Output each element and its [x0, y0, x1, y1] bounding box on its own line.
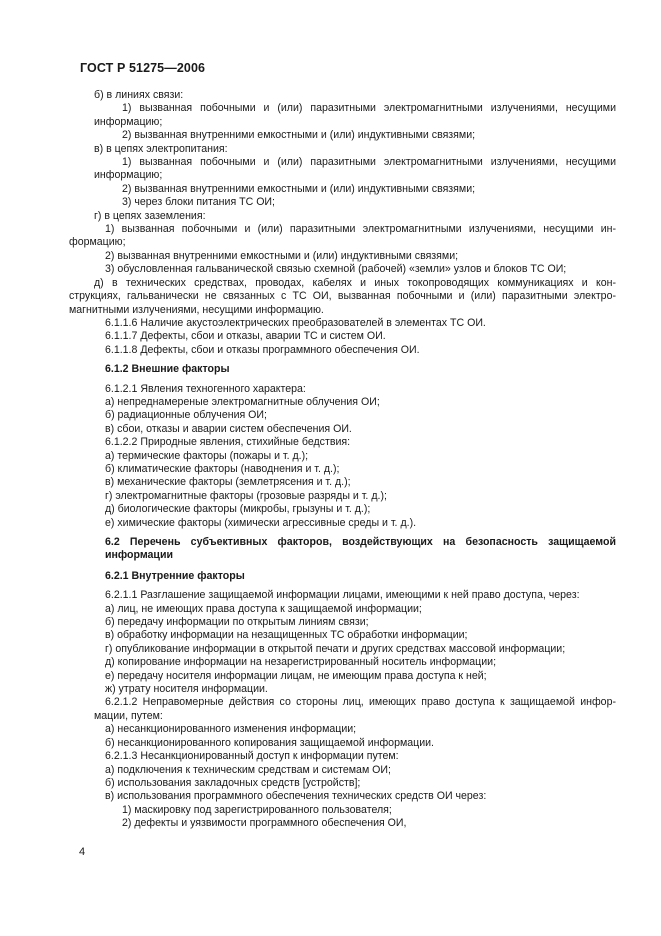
text-line: в) в цепях электропитания:	[94, 142, 228, 155]
text-line: информацию;	[94, 169, 163, 182]
text-line: в) обработку информации на незащищенных ТС обработки информации;	[105, 629, 468, 642]
text-line: формацию;	[69, 236, 126, 249]
text-line: мации, путем:	[94, 709, 163, 722]
text-line: б) передачу информации по открытым линиям связи;	[105, 616, 369, 629]
text-line: б) несанкционированного копирования защищаемой информации.	[105, 736, 434, 749]
text-line: 3) через блоки питания ТС ОИ;	[122, 196, 275, 209]
text-line: 6.1.2.2 Природные явления, стихийные бедствия:	[105, 436, 351, 449]
text-line: 2) вызванная внутренними емкостными и (или) индуктивными связями;	[122, 129, 476, 142]
text-line: 6.2.1.3 Несанкционированный доступ к информации путем:	[105, 750, 399, 763]
text-line: д) биологические факторы (микробы, грызуны и т. д.);	[105, 503, 371, 516]
text-line: е) химические факторы (химически агрессивные среды и т. д.).	[105, 516, 417, 529]
spacer	[69, 563, 616, 570]
text-line: 6.1.2.1 Явления техногенного характера:	[105, 382, 306, 395]
text-line: б) климатические факторы (наводнения и т. д.);	[105, 462, 340, 475]
text-line: а) несанкционированного изменения информации;	[105, 723, 357, 736]
text-line: 2) вызванная внутренними емкостными и (или) индуктивными связями;	[105, 249, 459, 262]
text-line: д) копирование информации на незарегистрированный носитель информации;	[105, 656, 497, 669]
text-line: в) использования программного обеспечения технических средств ОИ через:	[105, 790, 487, 803]
text-line: б) радиационные облучения ОИ;	[105, 409, 267, 422]
text-line: а) непреднамереные электромагнитные облучения ОИ;	[105, 395, 380, 408]
text-line: б) в линиях связи:	[94, 89, 184, 101]
text-line: е) передачу носителя информации лицам, не имеющим права доступа к ней;	[105, 669, 487, 682]
document-header-code: ГОСТ Р 51275—2006	[80, 61, 206, 75]
text-line: а) лиц, не имеющих права доступа к защищаемой информации;	[105, 602, 422, 615]
text-line: 6.1.1.7 Дефекты, сбои и отказы, аварии ТС и систем ОИ.	[105, 330, 386, 343]
text-line: 6.1.1.6 Наличие акустоэлектрических преобразователей в элементах ТС ОИ.	[105, 316, 486, 329]
text-line: 3) обусловленная гальванической связью схемной (рабочей) «земли» узлов и блоков ТС ОИ;	[105, 263, 567, 276]
section-heading: 6.2 Перечень субъективных факторов, воздействующих на безопасность защищаемой	[105, 536, 616, 548]
text-line: магнитными излучениями, несущими информацию.	[69, 303, 324, 316]
text-line: в) сбои, отказы и аварии систем обеспечения ОИ.	[105, 422, 352, 435]
text-line: в) механические факторы (землетрясения и т. д.);	[105, 476, 351, 489]
text-line: 1) вызванная побочными и (или) паразитными электромагнитными излучениями, несущими	[122, 102, 616, 115]
section-heading: 6.2.1 Внутренние факторы	[105, 569, 245, 582]
text-line: 1) вызванная побочными и (или) паразитными электромагнитными излучениями, несущими ин-	[105, 223, 616, 236]
text-line: 6.1.1.8 Дефекты, сбои и отказы программного обеспечения ОИ.	[105, 343, 420, 356]
document-body	[69, 89, 616, 831]
text-line: г) опубликование информации в открытой печати и других средствах массовой информации;	[105, 642, 566, 655]
text-line: д) в технических средствах, проводах, кабелях и иных токопроводящих коммуникациях и кон-	[94, 276, 616, 289]
text-line: а) термические факторы (пожары и т. д.);	[105, 449, 309, 462]
text-line: информацию;	[94, 115, 163, 128]
text-line: а) подключения к техническим средствам и системам ОИ;	[105, 763, 391, 776]
text-line: 6.2.1.2 Неправомерные действия со стороны лиц, имеющих право доступа к защищаемой инфор-	[105, 696, 616, 709]
text-line: б) использования закладочных средств [устройств];	[105, 776, 361, 789]
text-line: 1) вызванная побочными и (или) паразитными электромагнитными излучениями, несущими	[122, 156, 616, 169]
text-line: ж) утрату носителя информации.	[105, 683, 268, 696]
text-line: 6.2.1.1 Разглашение защищаемой информации лицами, имеющими к ней право доступа, через:	[105, 589, 580, 602]
text-line: 1) маскировку под зарегистрированного пользователя;	[122, 803, 392, 816]
text-line: 2) вызванная внутренними емкостными и (или) индуктивными связями;	[122, 182, 476, 195]
section-heading: 6.1.2 Внешние факторы	[105, 363, 230, 376]
text-line: г) электромагнитные факторы (грозовые разряды и т. д.);	[105, 489, 387, 502]
section-heading: информации	[105, 549, 173, 562]
page-number: 4	[79, 846, 86, 858]
text-line: 2) дефекты и уязвимости программного обеспечения ОИ,	[122, 817, 407, 830]
text-line: струкциях, гальванически не связанных с ТС ОИ, вызванная побочными и (или) паразитными электро-	[69, 290, 616, 303]
text-line: г) в цепях заземления:	[94, 209, 206, 222]
